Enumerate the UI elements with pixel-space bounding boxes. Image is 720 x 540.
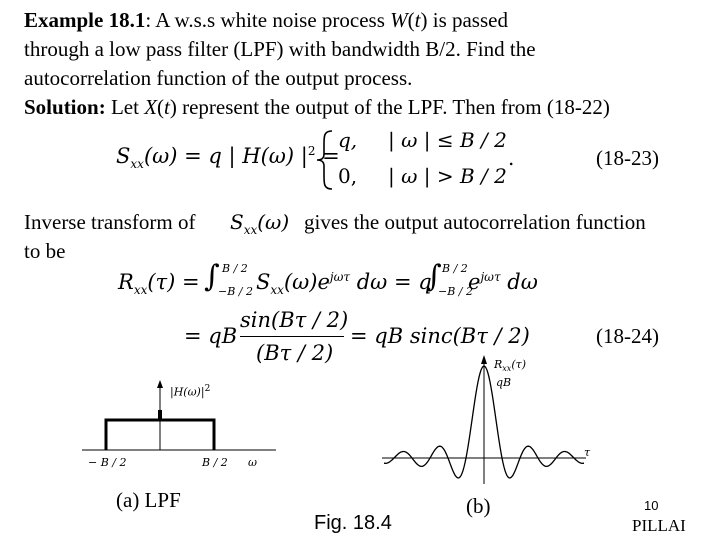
fig-b-x-axis-label: τ [584, 446, 591, 459]
example-line-1: Example 18.1: A w.s.s white noise process W(t) is passed [24, 8, 508, 32]
eq1-case1-condition: | ω | ≤ B / 2 [388, 128, 507, 152]
eq3-suffix: = qB sinc(Bτ / 2) [350, 324, 530, 348]
eq1-lhs-arg: (ω) = q | H(ω) | [143, 144, 308, 168]
example-w-symbol: W [390, 8, 408, 32]
example-t-symbol: t [414, 8, 421, 32]
inverse-sym: S [230, 210, 244, 234]
page-number: 10 [644, 498, 659, 513]
example-text-a: : A w.s.s white noise process [145, 8, 391, 32]
inverse-sym-sub: xx [243, 223, 258, 237]
eq2-lhs-sub: xx [133, 283, 148, 298]
equation-18-23-lhs [116, 144, 340, 171]
inverse-sym-arg: (ω) [257, 210, 290, 234]
eq1-equals: = [322, 144, 340, 168]
eq1-case2-condition: | ω | > B / 2 [388, 164, 507, 188]
fig-b-y-arrow [481, 355, 487, 364]
inverse-text-b: gives the output autocorrelation function [304, 210, 646, 234]
eq1-brace [314, 128, 338, 192]
fig-b-y-label [494, 358, 526, 373]
eq3-numerator: sin(Bτ / 2) [240, 308, 349, 332]
fig-a-y-arrow [157, 380, 163, 388]
int2-body-symbol: e [468, 270, 481, 294]
equation-number-18-23: (18-23) [596, 146, 659, 170]
fig-a-y-label-text: |H(ω)| [170, 385, 205, 399]
example-line-3: autocorrelation function of the output process. [24, 66, 413, 90]
eq1-case2-value: 0, [338, 164, 358, 188]
solution-t-symbol: t [164, 95, 170, 119]
fig-a-tick [158, 410, 162, 420]
fig-a-x-left-label: − B / 2 [88, 456, 127, 469]
solution-text-a: Let [105, 95, 145, 119]
eq2-lhs [118, 270, 200, 297]
solution-text-b: represent the output of the LPF. Then from (18-22) [176, 95, 610, 119]
figure-b-sinc-plot [380, 350, 590, 495]
example-label: Example 18.1 [24, 8, 146, 32]
int1-d: dω = q [350, 270, 432, 294]
fig-a-y-label-pow: 2 [204, 384, 211, 394]
eq1-case1-value: q, [338, 128, 358, 152]
author-name: PILLAI [632, 516, 686, 535]
inverse-line-2: to be [24, 239, 66, 263]
equation-number-18-24: (18-24) [596, 324, 659, 348]
eq3-prefix: = qB [184, 324, 238, 348]
integral-1-lower: −B / 2 [218, 285, 253, 298]
int1-body-symbol: S [256, 270, 271, 294]
eq1-period: . [508, 146, 515, 170]
fig-b-y-label-sub: xx [502, 364, 512, 374]
solution-label: Solution: [24, 95, 106, 119]
fig-b-caption: (b) [466, 494, 491, 518]
int2-d: dω [500, 270, 538, 294]
eq1-lhs: S [116, 144, 131, 168]
fig-a-y-label [170, 384, 210, 399]
fig-a-caption: (a) LPF [116, 488, 181, 512]
inverse-symbol [230, 210, 289, 237]
solution-line: Solution: Let X(t) represent the output of the LPF. Then from (18-22) [24, 95, 610, 119]
example-text-b: is passed [427, 8, 508, 32]
integral-2-upper: B / 2 [442, 262, 468, 275]
int1-sub: xx [270, 283, 284, 298]
integral-1-body [256, 270, 432, 297]
solution-x-symbol: X [144, 95, 158, 119]
eq3-fraction-bar [240, 336, 344, 337]
int1-exp: jωτ [329, 270, 351, 284]
integral-2-lower: −B / 2 [438, 285, 473, 298]
int1-rest: (ω)e [283, 270, 330, 294]
fig-b-y-label-text: R [494, 358, 503, 371]
eq1-lhs-pow: 2 [307, 144, 316, 158]
eq2-lhs-arg: (τ) = [147, 270, 200, 294]
figure-caption: Fig. 18.4 [314, 512, 392, 534]
integral-1-upper: B / 2 [222, 262, 248, 275]
inverse-text-a: Inverse transform of [24, 210, 196, 234]
fig-a-x-right-label: B / 2 [202, 456, 228, 469]
example-line-2: through a low pass filter (LPF) with bandwidth B/2. Find the [24, 37, 536, 61]
fig-b-peak-label: qB [496, 376, 512, 389]
eq2-lhs-symbol: R [118, 270, 134, 294]
fig-b-y-label-arg: (τ) [511, 358, 526, 371]
integral-1-sign: ∫ [204, 259, 220, 294]
integral-2-body [468, 270, 538, 294]
eq3-denominator: (Bτ / 2) [256, 341, 334, 365]
fig-a-x-axis-label: ω [248, 456, 257, 469]
eq1-lhs-sub: xx [130, 157, 144, 172]
integral-2-sign: ∫ [426, 259, 442, 294]
int2-exp: jωτ [480, 270, 501, 284]
